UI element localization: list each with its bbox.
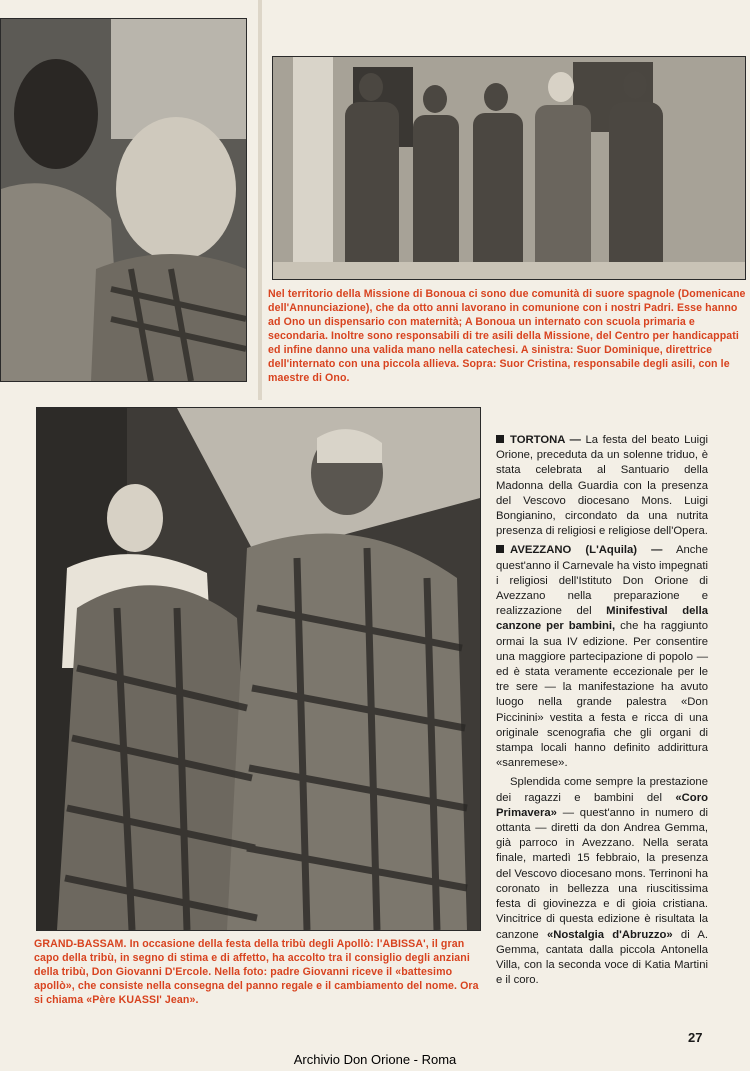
article-column [496, 433, 708, 992]
archive-footer: Archivio Don Orione - Roma [293, 1052, 457, 1067]
paragraph-coro-primavera [496, 775, 708, 988]
square-bullet-icon [496, 545, 504, 553]
gutter [258, 0, 262, 400]
text-coro-c: di A. Gemma, cantata dalla piccola Antonella Villa, con la seconda voce di Katia Martini e il coro. [496, 928, 708, 987]
paragraph-tortona [496, 433, 708, 539]
heading-tortona: TORTONA — [510, 434, 581, 446]
paragraph-avezzano [496, 543, 708, 771]
text-avezzano-a: Anche quest'anno il Carnevale ha visto impegnati i religiosi dell'Istituto Don Orione di Avezzano nella preparazione e realizzazione del [496, 544, 708, 618]
caption-grand-bassam: GRAND-BASSAM. In occasione della festa della tribù degli Apollò: l'ABISSA', il gran capo della tribù, in segno di stima e di affetto, ha accolto tra il consiglio degli anziani della tribù, Don Giovanni D'Ercole. Nella foto: padre Giovanni riceve il «battesimo apollò», che consiste nella consegna del panno regale e il cambiamento del nome. Ora si chiama «Père KUASSI' Jean». [34, 938, 479, 1006]
photo-sister-with-pupil [0, 18, 247, 382]
text-tortona: La festa del beato Luigi Orione, preceduta da un solenne triduo, è stata celebrata al Santuario della Madonna della Guardia con la presenza del Vescovo diocesano Mons. Luigi Bongianino, circondato da una nutrita presenza di religiosi e religiose dell'Opera. [496, 434, 708, 538]
photo-sisters-and-teachers [272, 56, 746, 280]
text-avezzano-b: che ha raggiunto ormai la sua IV edizione. Per consentire una maggiore partecipazione di popolo — ed è stata veramente eccezionale per le tre sere — la manifestazione ha avuto luogo nella grande palestra «Don Piccinini» vestita a festa e ricca di una originale scenografia che gli organi di stampa locali hanno definito addirittura «sanremese». [496, 620, 708, 770]
heading-avezzano: AVEZZANO (L'Aquila) — [510, 544, 663, 557]
caption-bonoua-sisters: Nel territorio della Missione di Bonoua ci sono due comunità di suore spagnole (Domenicane dell'Annunciazione), che da otto anni lavorano in comunione con i nostri Padri. Esse hanno ad Ono un dispensario con maternità; A Bonoua un internato con scuola primaria e secondaria. Inoltre sono responsabili di tre asili della Missione, del Centro per handicappati ed infine danno una valida mano nella catechesi. A sinistra: Suor Dominique, direttrice dell'internato con una piccola allieva. Sopra: Suor Cristina, responsabile degli asili, con le maestre di Ono. [268, 288, 746, 384]
square-bullet-icon [496, 435, 504, 443]
page-number: 27 [688, 1030, 703, 1045]
text-nostalgia-abruzzo: «Nostalgia d'Abruzzo» [546, 928, 673, 941]
text-minifestival: Minifestival della canzone per bambini, [496, 605, 708, 633]
photo-grand-bassam-ceremony [36, 407, 481, 931]
text-coro-b: — quest'anno in numero di ottanta — diretti da don Andrea Gemma, già parroco in Avezzano. Nella serata finale, martedì 15 febbraio, la presenza del Vescovo diocesano mons. Terrinoni ha coronato in bellezza una riuscitissima festa di giovinezza e di gioia cristiana. Vincitrice di questa edizione è risultata la canzone [496, 806, 708, 941]
text-coro-primavera: «Coro Primavera» [496, 791, 708, 819]
text-coro-a: Splendida come sempre la prestazione dei ragazzi e bambini del [496, 776, 708, 804]
